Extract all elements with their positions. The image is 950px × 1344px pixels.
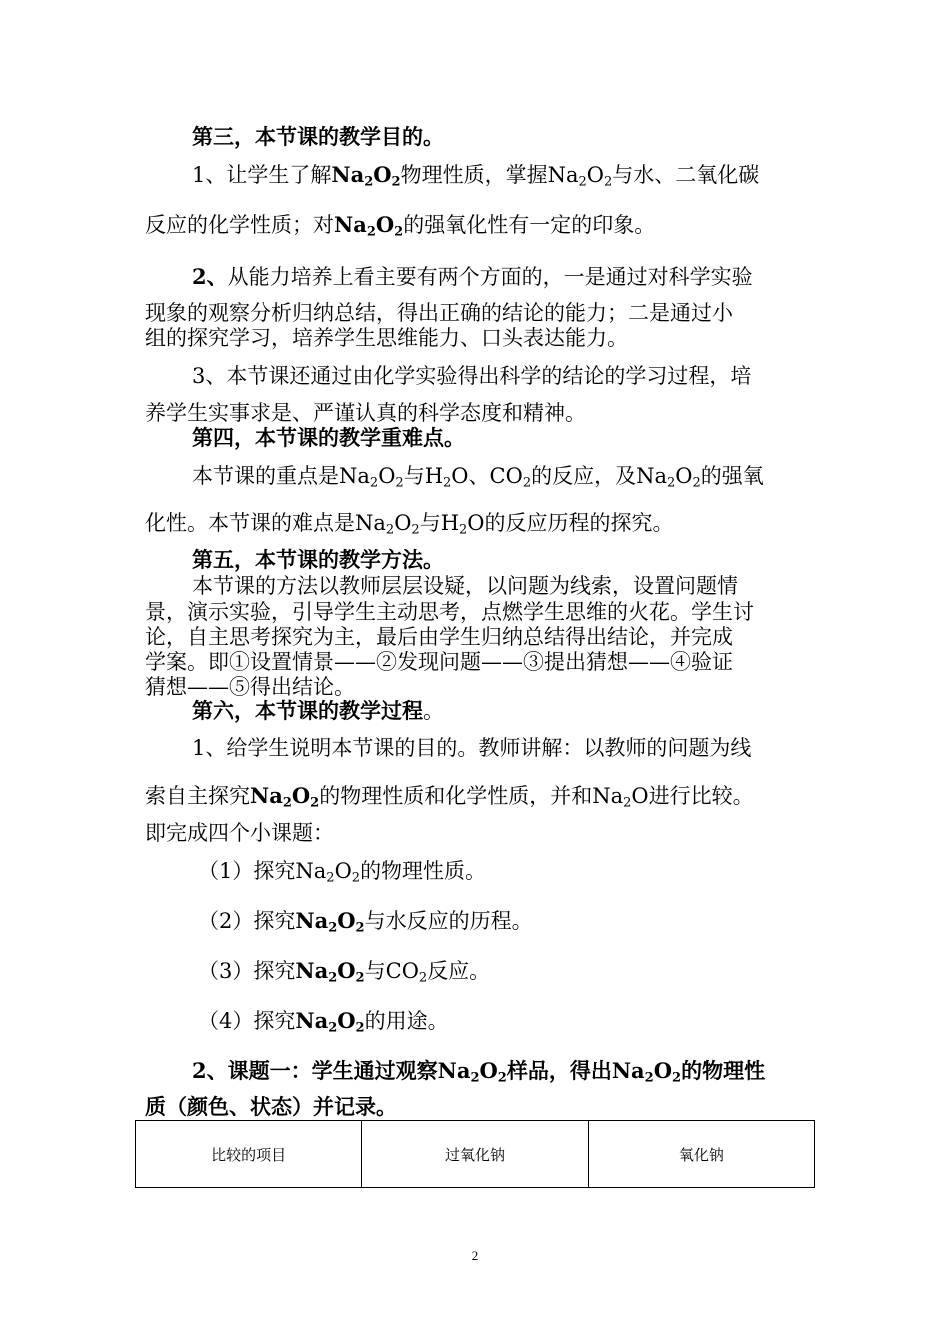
s3-p1-line1: 1、让学生了解$Na_2O_2$物理性质，掌握$Na_2O_2$与水、二氧化碳: [192, 162, 760, 190]
formula-na2o2: $Na_2O_2$: [334, 212, 404, 240]
table-header-cell: 比较的项目: [136, 1121, 362, 1188]
table-header-cell: 过氧化钠: [362, 1121, 588, 1188]
formula-na2o2: $Na_2O_2$: [355, 511, 420, 538]
page-number: 2: [471, 1248, 479, 1263]
subtopic-3: （3）探究$Na_2O_2$与$CO_2$反应。: [198, 958, 491, 986]
formula-na2o2: $Na_2O_2$: [437, 1058, 507, 1086]
table-header-row: [136, 1121, 815, 1188]
s6-p1-line2: 索自主探究$Na_2O_2$的物理性质和化学性质，并和$Na_2O$进行比较。: [145, 783, 754, 811]
s5-line2: 景，演示实验，引导学生主动思考，点燃学生思维的火花。学生讨: [145, 600, 754, 624]
s3-p3-line2: 养学生实事求是、严谨认真的科学态度和精神。: [145, 401, 586, 425]
formula-na2o: $Na_2O$: [592, 784, 649, 811]
s5-line1: 本节课的方法以教师层层设疑，以问题为线索，设置问题情: [192, 574, 738, 598]
formula-h2o: $H_2O$: [440, 511, 485, 538]
comparison-table: [135, 1120, 815, 1188]
section4-heading: 第四，本节课的教学重难点。: [192, 425, 465, 450]
formula-co2: $CO_2$: [489, 464, 532, 491]
s3-p2-line3: 组的探究学习，培养学生思维能力、口头表达能力。: [145, 326, 628, 350]
formula-na2o2: $Na_2O_2$: [295, 859, 361, 886]
s5-line4: 学案。即①设置情景——②发现问题——③提出猜想——④验证: [145, 650, 733, 674]
s6-p1-line1: 1、给学生说明本节课的目的。教师讲解：以教师的问题为线: [192, 736, 752, 760]
formula-co2: $CO_2$: [385, 959, 428, 986]
formula-na2o2: $Na_2O_2$: [331, 162, 401, 190]
section5-heading: 第五，本节课的教学方法。: [192, 547, 444, 572]
s3-p2-line1: 2、从能力培养上看主要有两个方面的，一是通过对科学实验: [192, 264, 753, 289]
formula-na2o2: $Na_2O_2$: [547, 163, 613, 190]
s5-line3: 论，自主思考探究为主，最后由学生归纳总结得出结论，并完成: [145, 625, 733, 649]
formula-na2o2: $Na_2O_2$: [295, 958, 365, 986]
formula-na2o2: $Na_2O_2$: [636, 464, 701, 491]
topic1-line1: 2、课题一：学生通过观察$Na_2O_2$样品，得出$Na_2O_2$的物理性: [192, 1058, 766, 1086]
section6-heading: 第六，本节课的教学过程。: [192, 698, 444, 723]
s3-p2-line2: 现象的观察分析归纳总结，得出正确的结论的能力；二是通过小: [145, 301, 733, 325]
formula-na2o2: $Na_2O_2$: [250, 783, 320, 811]
formula-na2o2: $Na_2O_2$: [339, 464, 404, 491]
formula-na2o2: $Na_2O_2$: [611, 1058, 682, 1086]
subtopic-2: （2）探究$Na_2O_2$与水反应的历程。: [198, 908, 533, 936]
formula-h2o: $H_2O$: [424, 464, 469, 491]
formula-na2o2: $Na_2O_2$: [295, 908, 365, 936]
s6-p1-line3: 即完成四个小课题：: [145, 821, 334, 845]
s3-p1-line2: 反应的化学性质；对$Na_2O_2$的强氧化性有一定的印象。: [145, 212, 656, 240]
s3-p3-line1: 3、本节课还通过由化学实验得出科学的结论的学习过程，培: [192, 364, 752, 388]
subtopic-4: （4）探究$Na_2O_2$的用途。: [198, 1008, 449, 1036]
s4-line2: 化性。本节课的难点是$Na_2O_2$与$H_2O$的反应历程的探究。: [145, 511, 674, 538]
topic1-line2: 质（颜色、状态）并记录。: [145, 1094, 397, 1119]
section3-heading: 第三，本节课的教学目的。: [192, 124, 444, 149]
table-header-cell: 氧化钠: [588, 1121, 814, 1188]
s5-line5: 猜想——⑤得出结论。: [145, 675, 355, 699]
formula-na2o2: $Na_2O_2$: [295, 1008, 365, 1036]
subtopic-1: （1）探究$Na_2O_2$的物理性质。: [198, 859, 487, 886]
s4-line1: 本节课的重点是$Na_2O_2$与$H_2O$、$CO_2$的反应，及$Na_2O_2$的强氧: [192, 464, 764, 491]
